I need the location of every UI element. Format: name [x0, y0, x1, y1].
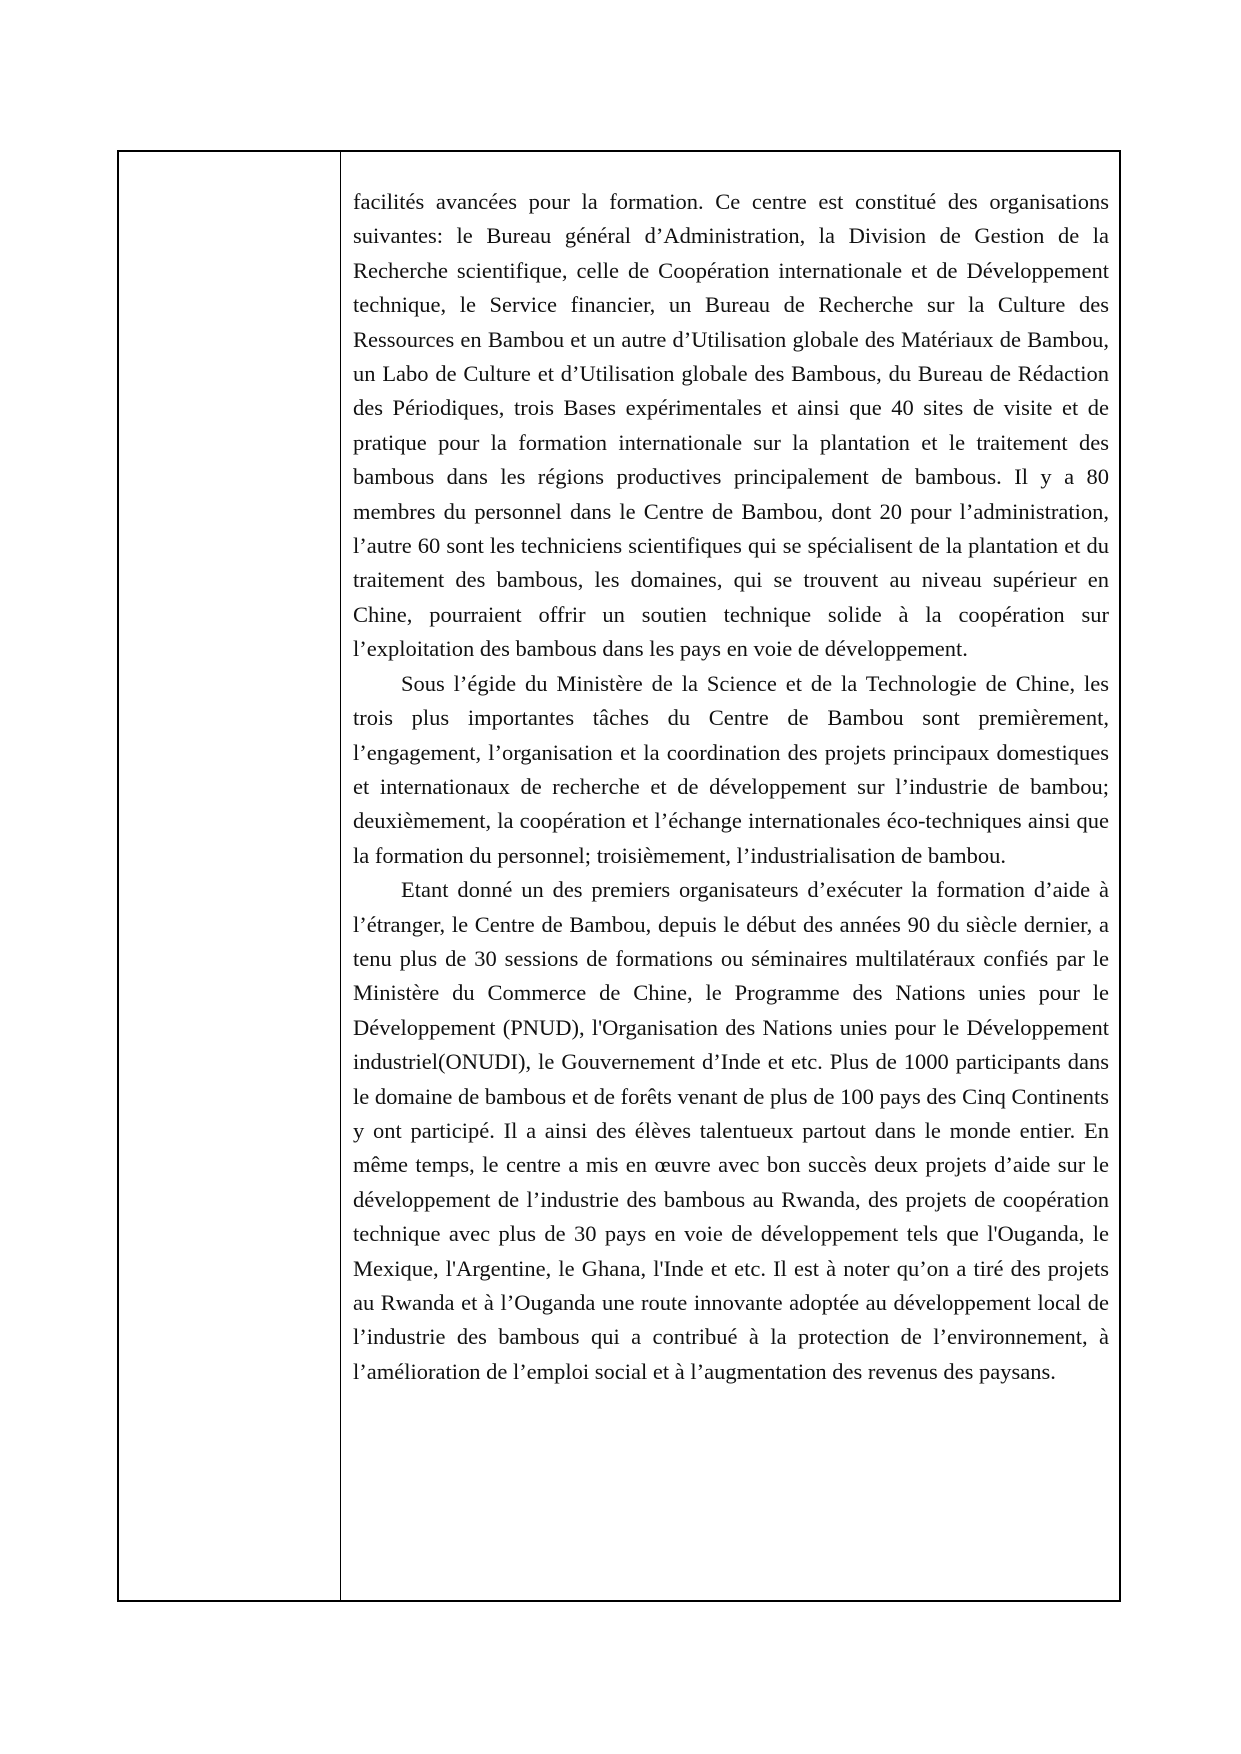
paragraph-continuation: facilités avancées pour la formation. Ce centre est constitué des organisations suivantes: le Bureau général d’Administration, la Division de Gestion de la Recherche scientifique, celle de Coopération internationale et de Développement technique, le Service financier, un Bureau de Recherche sur la Culture des Ressources en Bambou et un autre d’Utilisation globale des Matériaux de Bambou, un Labo de Culture et d’Utilisation globale des Bambous, du Bureau de Rédaction des Périodiques, trois Bases expérimentales et ainsi que 40 sites de visite et de pratique pour la formation internationale sur la plantation et le traitement des bambous dans les régions productives principalement de bambous. Il y a 80 membres du personnel dans le Centre de Bambou, dont 20 pour l’administration, l’autre 60 sont les techniciens scientifiques qui se spécialisent de la plantation et du traitement des bambous, les domaines, qui se trouvent au niveau supérieur en Chine, pourraient offrir un soutien technique solide à la coopération sur l’exploitation des bambous dans les pays en voie de développement.	[353, 189, 1109, 662]
table-right-cell	[341, 152, 1119, 1600]
paragraph-training-history: Etant donné un des premiers organisateurs d’exécuter la formation d’aide à l’étranger, le Centre de Bambou, depuis le début des années 90 du siècle dernier, a tenu plus de 30 sessions de formations ou séminaires multilatéraux confiés par le Ministère du Commerce de Chine, le Programme des Nations unies pour le Développement (PNUD), l'Organisation des Nations unies pour le Développement industriel(ONUDI), le Gouvernement d’Inde et etc. Plus de 1000 participants dans le domaine de bambous et de forêts venant de plus de 100 pays des Cinq Continents y ont participé. Il a ainsi des élèves talentueux partout dans le monde entier. En même temps, le centre a mis en œuvre avec bon succès deux projets d’aide sur le développement de l’industrie des bambous au Rwanda, des projets de coopération technique avec plus de 30 pays en voie de développement tels que l'Ouganda, le Mexique, l'Argentine, le Ghana, l'Inde et etc. Il est à noter qu’on a tiré des projets au Rwanda et à l’Ouganda une route innovante adoptée au développement local de l’industrie des bambous qui a contribué à la protection de l’environnement, à l’amélioration de l’emploi social et à l’augmentation des revenus des paysans.	[353, 877, 1109, 1384]
paragraph-main-tasks: Sous l’égide du Ministère de la Science et de la Technologie de Chine, les trois plus importantes tâches du Centre de Bambou sont premièrement, l’engagement, l’organisation et la coordination des projets principaux domestiques et internationaux de recherche et de développement sur l’industrie de bambou; deuxièmement, la coopération et l’échange internationales éco-techniques ainsi que la formation du personnel; troisièmement, l’industrialisation de bambou.	[353, 670, 1109, 868]
document-table	[117, 150, 1121, 1602]
table-left-cell	[119, 152, 341, 1600]
